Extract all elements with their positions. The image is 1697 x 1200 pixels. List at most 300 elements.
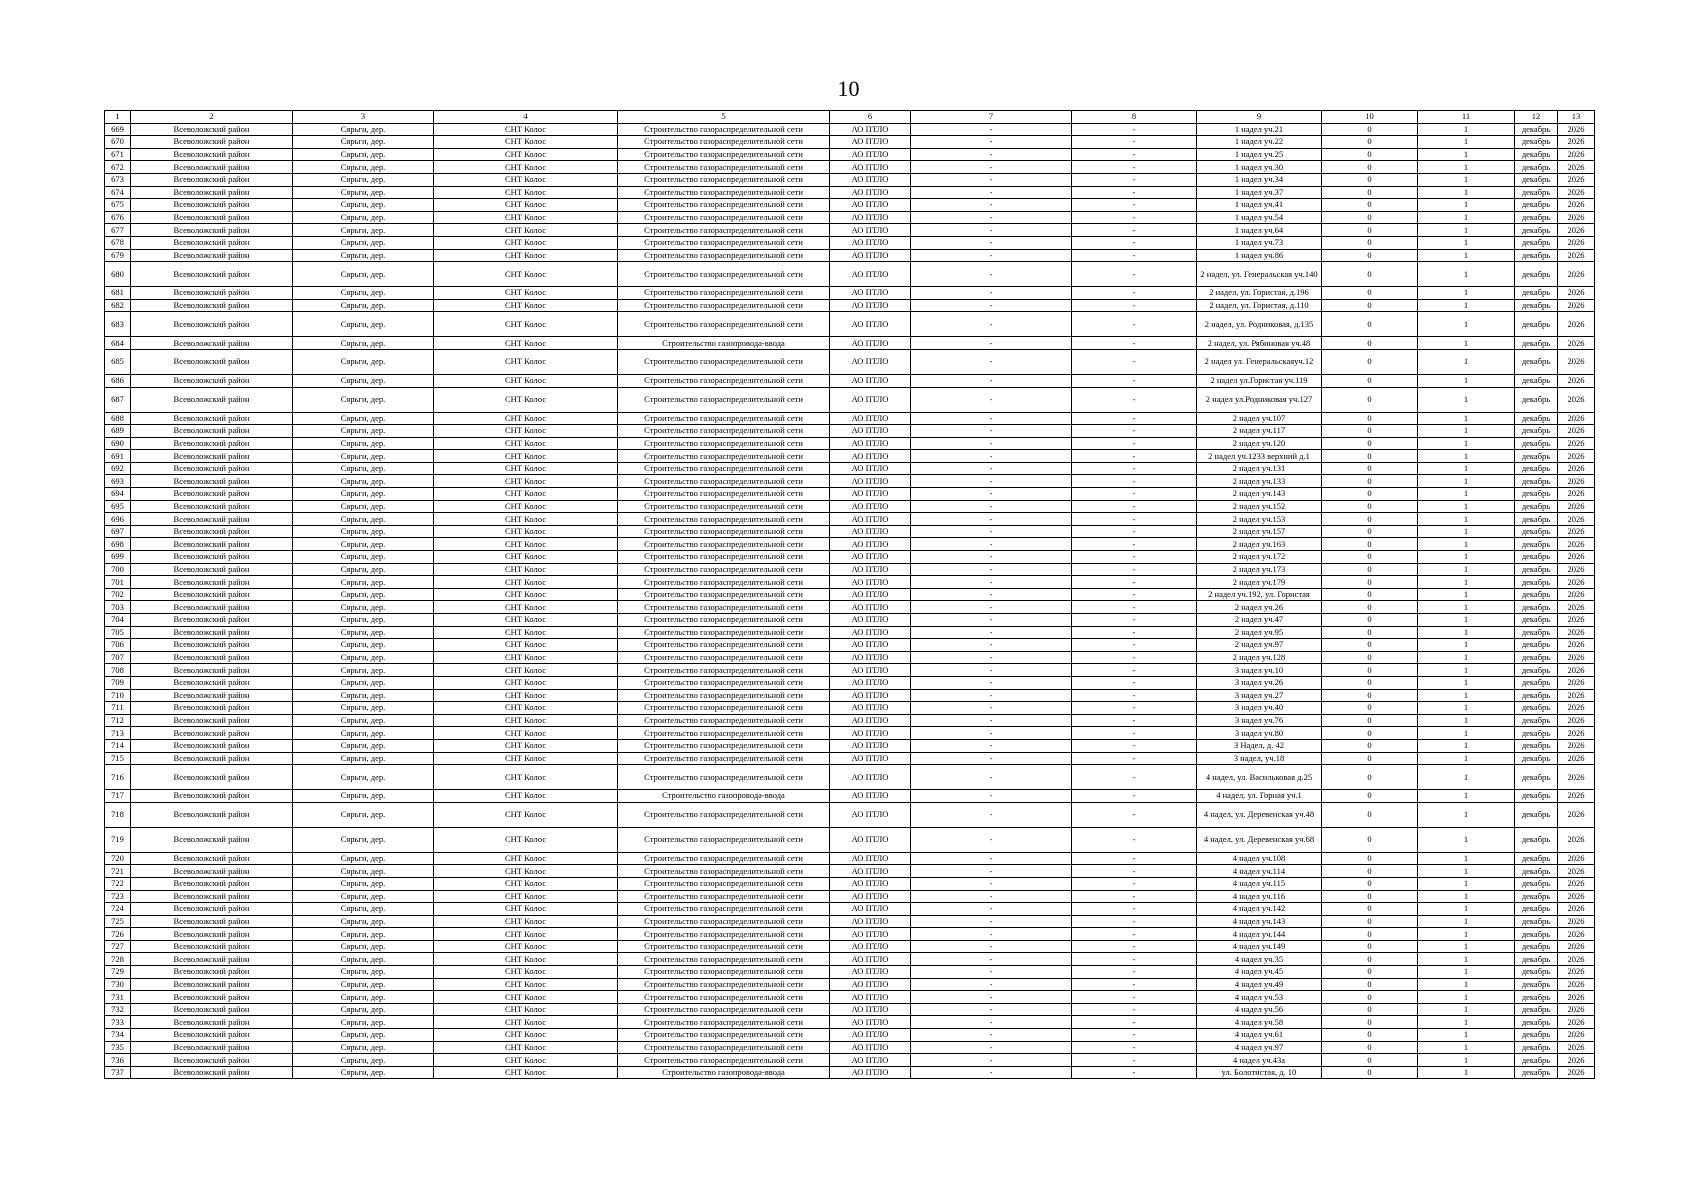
table-cell: Всеволожский район: [131, 123, 293, 136]
table-cell: Строительство газораспределительной сети: [618, 614, 830, 627]
table-cell: -: [911, 450, 1072, 463]
column-header: 10: [1322, 111, 1418, 124]
table-cell: -: [1072, 601, 1197, 614]
table-cell: 0: [1322, 1003, 1418, 1016]
table-cell: Строительство газораспределительной сети: [618, 903, 830, 916]
table-cell: Сярьги, дер.: [293, 488, 434, 501]
table-cell: -: [1072, 1066, 1197, 1079]
page-number: 10: [837, 76, 860, 101]
table-cell: Строительство газораспределительной сети: [618, 664, 830, 677]
table-cell: 1: [1418, 1029, 1515, 1042]
table-cell: Всеволожский район: [131, 915, 293, 928]
table-cell: СНТ Колос: [434, 123, 618, 136]
table-cell: 705: [105, 626, 131, 639]
table-cell: АО ПТЛО: [830, 437, 911, 450]
table-cell: -: [1072, 991, 1197, 1004]
table-cell: АО ПТЛО: [830, 312, 911, 337]
table-cell: 0: [1322, 714, 1418, 727]
table-cell: 2026: [1558, 236, 1595, 249]
table-cell: АО ПТЛО: [830, 877, 911, 890]
table-cell: 2026: [1558, 349, 1595, 374]
table-cell: 1: [1418, 525, 1515, 538]
table-cell: 2026: [1558, 664, 1595, 677]
table-cell: Строительство газораспределительной сети: [618, 513, 830, 526]
table-cell: 2026: [1558, 714, 1595, 727]
table-cell: -: [1072, 1016, 1197, 1029]
table-cell: СНТ Колос: [434, 1041, 618, 1054]
table-cell: 714: [105, 739, 131, 752]
table-cell: 1: [1418, 802, 1515, 827]
table-cell: -: [1072, 739, 1197, 752]
table-cell: 0: [1322, 614, 1418, 627]
table-cell: -: [911, 249, 1072, 262]
table-row: [105, 928, 1595, 941]
table-cell: 4 надел, ул. Деревенская уч.68: [1197, 827, 1322, 852]
table-cell: 686: [105, 374, 131, 387]
table-cell: 0: [1322, 978, 1418, 991]
table-cell: АО ПТЛО: [830, 462, 911, 475]
table-cell: Сярьги, дер.: [293, 588, 434, 601]
header-row: [105, 111, 1595, 124]
table-cell: Строительство газораспределительной сети: [618, 425, 830, 438]
table-cell: 1: [1418, 991, 1515, 1004]
table-cell: АО ПТЛО: [830, 790, 911, 803]
table-cell: декабрь: [1515, 903, 1558, 916]
table-cell: СНТ Колос: [434, 903, 618, 916]
table-cell: -: [911, 714, 1072, 727]
table-cell: 0: [1322, 802, 1418, 827]
table-cell: АО ПТЛО: [830, 173, 911, 186]
table-cell: АО ПТЛО: [830, 639, 911, 652]
table-cell: Сярьги, дер.: [293, 639, 434, 652]
table-row: [105, 588, 1595, 601]
table-cell: 2026: [1558, 186, 1595, 199]
table-cell: 2026: [1558, 161, 1595, 174]
table-cell: 0: [1322, 173, 1418, 186]
table-cell: Всеволожский район: [131, 790, 293, 803]
table-cell: -: [1072, 337, 1197, 350]
table-cell: Сярьги, дер.: [293, 287, 434, 300]
table-cell: 0: [1322, 199, 1418, 212]
table-cell: 699: [105, 551, 131, 564]
table-cell: 4 надел уч.143: [1197, 915, 1322, 928]
table-cell: 691: [105, 450, 131, 463]
table-cell: 2 надел уч.97: [1197, 639, 1322, 652]
table-cell: 2026: [1558, 488, 1595, 501]
table-cell: 682: [105, 299, 131, 312]
table-cell: 0: [1322, 349, 1418, 374]
table-cell: 2026: [1558, 211, 1595, 224]
table-cell: Сярьги, дер.: [293, 199, 434, 212]
table-cell: АО ПТЛО: [830, 148, 911, 161]
table-cell: СНТ Колос: [434, 953, 618, 966]
table-cell: 1: [1418, 437, 1515, 450]
table-cell: 0: [1322, 852, 1418, 865]
table-cell: Сярьги, дер.: [293, 953, 434, 966]
table-cell: 0: [1322, 488, 1418, 501]
table-cell: СНТ Колос: [434, 563, 618, 576]
table-cell: 4 надел уч.142: [1197, 903, 1322, 916]
table-cell: АО ПТЛО: [830, 714, 911, 727]
table-cell: -: [911, 802, 1072, 827]
table-cell: Всеволожский район: [131, 312, 293, 337]
table-cell: СНТ Колос: [434, 374, 618, 387]
table-cell: 4 надел уч.149: [1197, 940, 1322, 953]
table-cell: 1: [1418, 551, 1515, 564]
table-cell: 0: [1322, 224, 1418, 237]
table-cell: -: [1072, 148, 1197, 161]
table-cell: 671: [105, 148, 131, 161]
table-cell: -: [911, 199, 1072, 212]
table-cell: СНТ Колос: [434, 588, 618, 601]
table-row: [105, 966, 1595, 979]
table-cell: 2026: [1558, 588, 1595, 601]
table-row: [105, 299, 1595, 312]
table-cell: 2026: [1558, 614, 1595, 627]
table-cell: 0: [1322, 312, 1418, 337]
table-cell: Сярьги, дер.: [293, 915, 434, 928]
table-cell: СНТ Колос: [434, 161, 618, 174]
table-cell: декабрь: [1515, 915, 1558, 928]
table-cell: СНТ Колос: [434, 236, 618, 249]
table-cell: АО ПТЛО: [830, 865, 911, 878]
table-cell: 717: [105, 790, 131, 803]
table-cell: 0: [1322, 702, 1418, 715]
table-row: [105, 412, 1595, 425]
table-cell: 2 надел уч.153: [1197, 513, 1322, 526]
table-cell: Сярьги, дер.: [293, 790, 434, 803]
table-cell: 1: [1418, 123, 1515, 136]
table-cell: декабрь: [1515, 475, 1558, 488]
table-row: [105, 765, 1595, 790]
table-cell: 1: [1418, 211, 1515, 224]
table-cell: 2 надел уч.128: [1197, 651, 1322, 664]
table-cell: Сярьги, дер.: [293, 614, 434, 627]
table-cell: 2 надел ул. Генеральскаяуч.12: [1197, 349, 1322, 374]
table-cell: 2026: [1558, 966, 1595, 979]
table-cell: 2026: [1558, 287, 1595, 300]
table-cell: 692: [105, 462, 131, 475]
table-cell: -: [1072, 563, 1197, 576]
table-cell: Строительство газораспределительной сети: [618, 475, 830, 488]
table-cell: 1: [1418, 161, 1515, 174]
table-cell: Всеволожский район: [131, 161, 293, 174]
table-cell: -: [1072, 676, 1197, 689]
table-cell: Всеволожский район: [131, 676, 293, 689]
table-cell: СНТ Колос: [434, 877, 618, 890]
table-cell: АО ПТЛО: [830, 802, 911, 827]
table-cell: Всеволожский район: [131, 173, 293, 186]
table-cell: декабрь: [1515, 765, 1558, 790]
table-cell: декабрь: [1515, 714, 1558, 727]
table-cell: декабрь: [1515, 123, 1558, 136]
table-cell: Строительство газораспределительной сети: [618, 689, 830, 702]
table-cell: -: [911, 978, 1072, 991]
table-cell: Всеволожский район: [131, 601, 293, 614]
table-cell: СНТ Колос: [434, 915, 618, 928]
table-cell: Сярьги, дер.: [293, 186, 434, 199]
table-cell: декабрь: [1515, 877, 1558, 890]
table-cell: Строительство газораспределительной сети: [618, 349, 830, 374]
table-cell: 1: [1418, 689, 1515, 702]
table-cell: -: [1072, 437, 1197, 450]
table-row: [105, 651, 1595, 664]
table-row: [105, 337, 1595, 350]
column-header: 3: [293, 111, 434, 124]
table-cell: 2 надел уч.173: [1197, 563, 1322, 576]
table-cell: декабрь: [1515, 676, 1558, 689]
table-cell: 1: [1418, 928, 1515, 941]
table-cell: Сярьги, дер.: [293, 173, 434, 186]
table-cell: декабрь: [1515, 513, 1558, 526]
table-cell: АО ПТЛО: [830, 739, 911, 752]
table-cell: СНТ Колос: [434, 337, 618, 350]
table-cell: 1: [1418, 412, 1515, 425]
table-cell: Всеволожский район: [131, 966, 293, 979]
table-row: [105, 551, 1595, 564]
table-cell: -: [1072, 349, 1197, 374]
table-cell: 704: [105, 614, 131, 627]
table-cell: 711: [105, 702, 131, 715]
table-cell: ул. Болотистая, д. 10: [1197, 1066, 1322, 1079]
table-cell: АО ПТЛО: [830, 765, 911, 790]
table-cell: Строительство газораспределительной сети: [618, 727, 830, 740]
table-cell: 1: [1418, 136, 1515, 149]
table-cell: декабрь: [1515, 991, 1558, 1004]
table-row: [105, 349, 1595, 374]
table-cell: декабрь: [1515, 551, 1558, 564]
table-cell: 2026: [1558, 1054, 1595, 1067]
table-cell: Строительство газораспределительной сети: [618, 186, 830, 199]
table-cell: СНТ Колос: [434, 651, 618, 664]
table-cell: Сярьги, дер.: [293, 827, 434, 852]
table-row: [105, 852, 1595, 865]
column-header: 5: [618, 111, 830, 124]
table-cell: 0: [1322, 865, 1418, 878]
table-cell: Строительство газораспределительной сети: [618, 199, 830, 212]
table-cell: АО ПТЛО: [830, 676, 911, 689]
table-row: [105, 865, 1595, 878]
table-cell: СНТ Колос: [434, 437, 618, 450]
table-cell: 709: [105, 676, 131, 689]
table-cell: -: [1072, 287, 1197, 300]
table-row: [105, 1054, 1595, 1067]
table-cell: Сярьги, дер.: [293, 563, 434, 576]
table-cell: 708: [105, 664, 131, 677]
table-cell: 0: [1322, 387, 1418, 412]
table-cell: Сярьги, дер.: [293, 1041, 434, 1054]
table-cell: Всеволожский район: [131, 940, 293, 953]
table-cell: АО ПТЛО: [830, 752, 911, 765]
table-cell: 0: [1322, 966, 1418, 979]
table-cell: Всеволожский район: [131, 576, 293, 589]
table-cell: 670: [105, 136, 131, 149]
table-cell: декабрь: [1515, 462, 1558, 475]
table-cell: 2026: [1558, 500, 1595, 513]
table-cell: 2026: [1558, 903, 1595, 916]
table-cell: -: [911, 852, 1072, 865]
table-cell: СНТ Колос: [434, 500, 618, 513]
table-cell: -: [1072, 877, 1197, 890]
table-cell: СНТ Колос: [434, 576, 618, 589]
table-cell: Строительство газораспределительной сети: [618, 890, 830, 903]
table-cell: 4 надел уч.35: [1197, 953, 1322, 966]
table-cell: 2 надел уч.133: [1197, 475, 1322, 488]
table-cell: 0: [1322, 651, 1418, 664]
table-body: [105, 123, 1595, 1079]
table-cell: 722: [105, 877, 131, 890]
table-cell: -: [911, 639, 1072, 652]
table-cell: 4 надел уч.49: [1197, 978, 1322, 991]
table-cell: СНТ Колос: [434, 1029, 618, 1042]
table-cell: АО ПТЛО: [830, 1066, 911, 1079]
table-cell: декабрь: [1515, 148, 1558, 161]
table-cell: 1: [1418, 651, 1515, 664]
table-cell: 675: [105, 199, 131, 212]
table-cell: Сярьги, дер.: [293, 1029, 434, 1042]
table-cell: декабрь: [1515, 425, 1558, 438]
table-cell: -: [1072, 928, 1197, 941]
table-cell: -: [911, 525, 1072, 538]
table-cell: АО ПТЛО: [830, 538, 911, 551]
table-cell: Всеволожский район: [131, 1066, 293, 1079]
table-cell: 1: [1418, 450, 1515, 463]
table-cell: -: [911, 689, 1072, 702]
table-cell: АО ПТЛО: [830, 702, 911, 715]
table-cell: СНТ Колос: [434, 614, 618, 627]
table-cell: Всеволожский район: [131, 525, 293, 538]
table-cell: Всеволожский район: [131, 551, 293, 564]
table-cell: АО ПТЛО: [830, 953, 911, 966]
table-cell: Строительство газораспределительной сети: [618, 1029, 830, 1042]
table-cell: -: [911, 664, 1072, 677]
table-cell: АО ПТЛО: [830, 978, 911, 991]
table-cell: декабрь: [1515, 928, 1558, 941]
table-cell: АО ПТЛО: [830, 186, 911, 199]
table-cell: СНТ Колос: [434, 211, 618, 224]
table-cell: -: [911, 488, 1072, 501]
table-cell: СНТ Колос: [434, 664, 618, 677]
table-row: [105, 752, 1595, 765]
table-cell: -: [911, 915, 1072, 928]
table-cell: -: [1072, 186, 1197, 199]
table-cell: АО ПТЛО: [830, 337, 911, 350]
table-cell: СНТ Колос: [434, 790, 618, 803]
table-row: [105, 639, 1595, 652]
table-cell: 0: [1322, 1054, 1418, 1067]
table-cell: -: [911, 953, 1072, 966]
table-cell: 2026: [1558, 890, 1595, 903]
table-cell: 716: [105, 765, 131, 790]
table-cell: 1: [1418, 940, 1515, 953]
table-cell: -: [1072, 1041, 1197, 1054]
table-cell: 715: [105, 752, 131, 765]
table-cell: Сярьги, дер.: [293, 877, 434, 890]
table-cell: 0: [1322, 500, 1418, 513]
table-cell: 1: [1418, 852, 1515, 865]
table-cell: 0: [1322, 161, 1418, 174]
table-cell: декабрь: [1515, 224, 1558, 237]
table-cell: 680: [105, 262, 131, 287]
table-cell: декабрь: [1515, 538, 1558, 551]
table-cell: Строительство газораспределительной сети: [618, 236, 830, 249]
table-cell: СНТ Колос: [434, 425, 618, 438]
table-cell: Строительство газораспределительной сети: [618, 852, 830, 865]
table-cell: Всеволожский район: [131, 626, 293, 639]
table-cell: СНТ Колос: [434, 852, 618, 865]
table-cell: декабрь: [1515, 953, 1558, 966]
table-cell: декабрь: [1515, 940, 1558, 953]
table-cell: декабрь: [1515, 639, 1558, 652]
table-cell: -: [911, 877, 1072, 890]
table-cell: АО ПТЛО: [830, 299, 911, 312]
table-cell: -: [1072, 940, 1197, 953]
table-cell: СНТ Колос: [434, 262, 618, 287]
table-cell: 0: [1322, 765, 1418, 790]
table-cell: Сярьги, дер.: [293, 940, 434, 953]
table-cell: Сярьги, дер.: [293, 475, 434, 488]
table-row: [105, 374, 1595, 387]
table-cell: Строительство газопровода-ввода: [618, 790, 830, 803]
table-cell: Всеволожский район: [131, 475, 293, 488]
table-cell: 1: [1418, 752, 1515, 765]
table-row: [105, 488, 1595, 501]
table-cell: -: [1072, 953, 1197, 966]
table-cell: декабрь: [1515, 852, 1558, 865]
table-cell: АО ПТЛО: [830, 488, 911, 501]
table-cell: декабрь: [1515, 387, 1558, 412]
table-cell: Строительство газораспределительной сети: [618, 865, 830, 878]
table-cell: 687: [105, 387, 131, 412]
table-cell: СНТ Колос: [434, 462, 618, 475]
table-row: [105, 475, 1595, 488]
table-cell: -: [911, 123, 1072, 136]
table-cell: Сярьги, дер.: [293, 1016, 434, 1029]
table-row: [105, 538, 1595, 551]
table-cell: Сярьги, дер.: [293, 865, 434, 878]
table-row: [105, 387, 1595, 412]
table-cell: Строительство газораспределительной сети: [618, 877, 830, 890]
table-cell: -: [1072, 727, 1197, 740]
table-cell: 2 надел ул.Гористая уч.119: [1197, 374, 1322, 387]
table-cell: 1: [1418, 1016, 1515, 1029]
table-cell: Строительство газораспределительной сети: [618, 374, 830, 387]
table-cell: 2026: [1558, 1041, 1595, 1054]
table-cell: 0: [1322, 953, 1418, 966]
table-cell: 0: [1322, 1029, 1418, 1042]
table-cell: Всеволожский район: [131, 953, 293, 966]
table-cell: Всеволожский район: [131, 349, 293, 374]
table-cell: Сярьги, дер.: [293, 852, 434, 865]
table-cell: АО ПТЛО: [830, 903, 911, 916]
table-cell: АО ПТЛО: [830, 211, 911, 224]
column-header: 13: [1558, 111, 1595, 124]
table-cell: Сярьги, дер.: [293, 1054, 434, 1067]
table-cell: АО ПТЛО: [830, 387, 911, 412]
table-cell: -: [1072, 500, 1197, 513]
table-cell: -: [911, 136, 1072, 149]
table-cell: декабрь: [1515, 614, 1558, 627]
table-row: [105, 262, 1595, 287]
table-cell: Всеволожский район: [131, 425, 293, 438]
table-cell: -: [1072, 890, 1197, 903]
table-cell: 702: [105, 588, 131, 601]
table-cell: 2026: [1558, 576, 1595, 589]
table-cell: 1: [1418, 148, 1515, 161]
table-cell: 4 надел уч.53: [1197, 991, 1322, 1004]
table-cell: Всеволожский район: [131, 262, 293, 287]
table-row: [105, 161, 1595, 174]
